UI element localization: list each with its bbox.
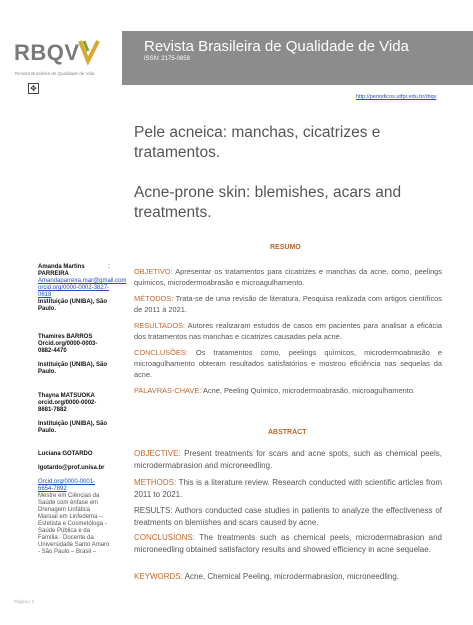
- author-2-orcid: Orcid.org/0000-0003-0882-4470: [38, 341, 98, 354]
- objetivo-text: Apresentar os tratamentos para cicatrizes e manchas da acne, como, peelings químicos, microdermoabrasão e microagulhamento.: [134, 267, 442, 287]
- abstract-objective: [134, 448, 442, 471]
- author-2: [38, 334, 110, 376]
- resultados-text: Autores realizaram estudos de casos em pacientes para analisar a eficácia dos tratamentos nas manchas e cicatrizes causadas pela acne.: [134, 321, 442, 341]
- resultados-label: RESULTADOS:: [134, 321, 186, 330]
- journal-title: Revista Brasileira de Qualidade de Vida: [144, 38, 409, 55]
- author-2-name: Thamires BARROS: [38, 334, 93, 340]
- abstract-conclusions: [134, 532, 442, 555]
- author-3-institution: Instituição (UNIBA), São Paulo.: [38, 421, 108, 434]
- conclusoes-label: CONCLUSÕES:: [134, 348, 188, 357]
- abstract-heading: ABSTRACT: [268, 429, 307, 436]
- author-4-orcid[interactable]: Orcid.org/0000-0001-6654-7892: [38, 479, 96, 492]
- keywords-text: Acne, Chemical Peeling, microdermabrasion, microneedling.: [184, 572, 400, 581]
- logo-subtitle: Revista Brasileira de Qualidade de Vida: [15, 71, 95, 76]
- journal-issn: ISSN: 2175-0858: [144, 56, 191, 62]
- resumo-metodos: [134, 293, 442, 315]
- objetivo-label: OBJETIVO:: [134, 267, 173, 276]
- page-number: Página | 1: [14, 599, 35, 604]
- author-4-bio: Mestre em Ciências da Saúde com ênfase em Drenagem Linfática Manual em Linfedema – Estetista e Cosmetóloga - Saúde Pública e da Família - Docente da Universidade Santo Amaro - São Paulo – Brasil –: [38, 493, 110, 555]
- abstract-results: RESULTS: Authors conducted case studies in patients to analyze the effectiveness of treatments on blemishes and scars caused by acne.: [134, 506, 442, 527]
- author-3: [38, 393, 110, 435]
- author-1: [38, 264, 127, 313]
- resumo-objetivo: [134, 266, 442, 288]
- metodos-text: Trata-se de uma revisão de literatura. Pesquisa realizada com artigos científicos de 2011 à 2021.: [134, 294, 442, 314]
- palavras-chave-label: PALAVRAS-CHAVE:: [134, 386, 202, 395]
- author-1-email[interactable]: Amandaparreira.mar@gmail.com: [38, 278, 127, 284]
- article-title-en: Acne-prone skin: blemishes, acars and treatments.: [134, 184, 402, 221]
- journal-url-link[interactable]: http://periodicos.utfpr.edu.br/rbqv: [356, 94, 437, 100]
- resumo-conclusoes: [134, 347, 442, 380]
- abstract-methods: [134, 477, 442, 500]
- author-1-name: Amanda Martins PARREIRA: [38, 264, 85, 277]
- palavras-chave-text: Acne, Peeling Químico, microdermoabrasão, microagulhamento.: [203, 386, 415, 395]
- author-4-name: Luciana GOTARDO: [38, 451, 93, 457]
- table-move-handle-icon[interactable]: ✥: [28, 83, 39, 94]
- methods-text: This is a literature review. Research conducted with scientific articles from 2011 to 2021.: [134, 478, 442, 499]
- conclusions-label: CONCLUSIONS:: [134, 533, 195, 542]
- resumo-palavras-chave: [134, 385, 442, 396]
- abstract-keywords: [134, 571, 442, 583]
- resumo-resultados: [134, 320, 442, 342]
- metodos-label: MÉTODOS:: [134, 294, 174, 303]
- logo-text: RBQV: [14, 40, 80, 65]
- author-3-name: Thayna MATSUOKA: [38, 393, 95, 399]
- conclusions-text: The treatments such as chemical peels, microdermabrasion and microneedling obtained satisfactory results and showed efficiency in acne sequelae.: [134, 533, 443, 554]
- objective-text: Present treatments for scars and acne spots, such as chemical peels, microdermabrasion and microneedling.: [134, 449, 442, 470]
- author-2-institution: Instituição (UNIBA), São Paulo.: [38, 362, 108, 375]
- author-4-email: lgotardo@prof.unisa.br: [38, 465, 105, 471]
- objective-label: OBJECTIVE:: [134, 449, 181, 458]
- author-1-orcid[interactable]: orcid.org/0000-0002-3827-0618: [38, 285, 110, 298]
- methods-label: METHODS:: [134, 478, 177, 487]
- author-1-institution: Instituição (UNIBA), São Paulo.: [38, 299, 108, 312]
- author-4: [38, 451, 110, 556]
- article-title-pt: Pele acneica: manchas, cicatrizes e tratamentos.: [134, 124, 381, 161]
- conclusoes-text: Os tratamentos como, peelings químicos, microdermoabrasão e microagulhamento obteram resultados satisfatórios e mostrou eficiência nas sequelas da acne.: [134, 348, 442, 379]
- cell-marker: :: [108, 263, 110, 270]
- author-3-orcid: orcid.org/0000-0002-8681-7882: [38, 400, 97, 413]
- keywords-label: KEYWORDS:: [134, 572, 183, 581]
- resumo-heading: RESUMO: [270, 244, 301, 251]
